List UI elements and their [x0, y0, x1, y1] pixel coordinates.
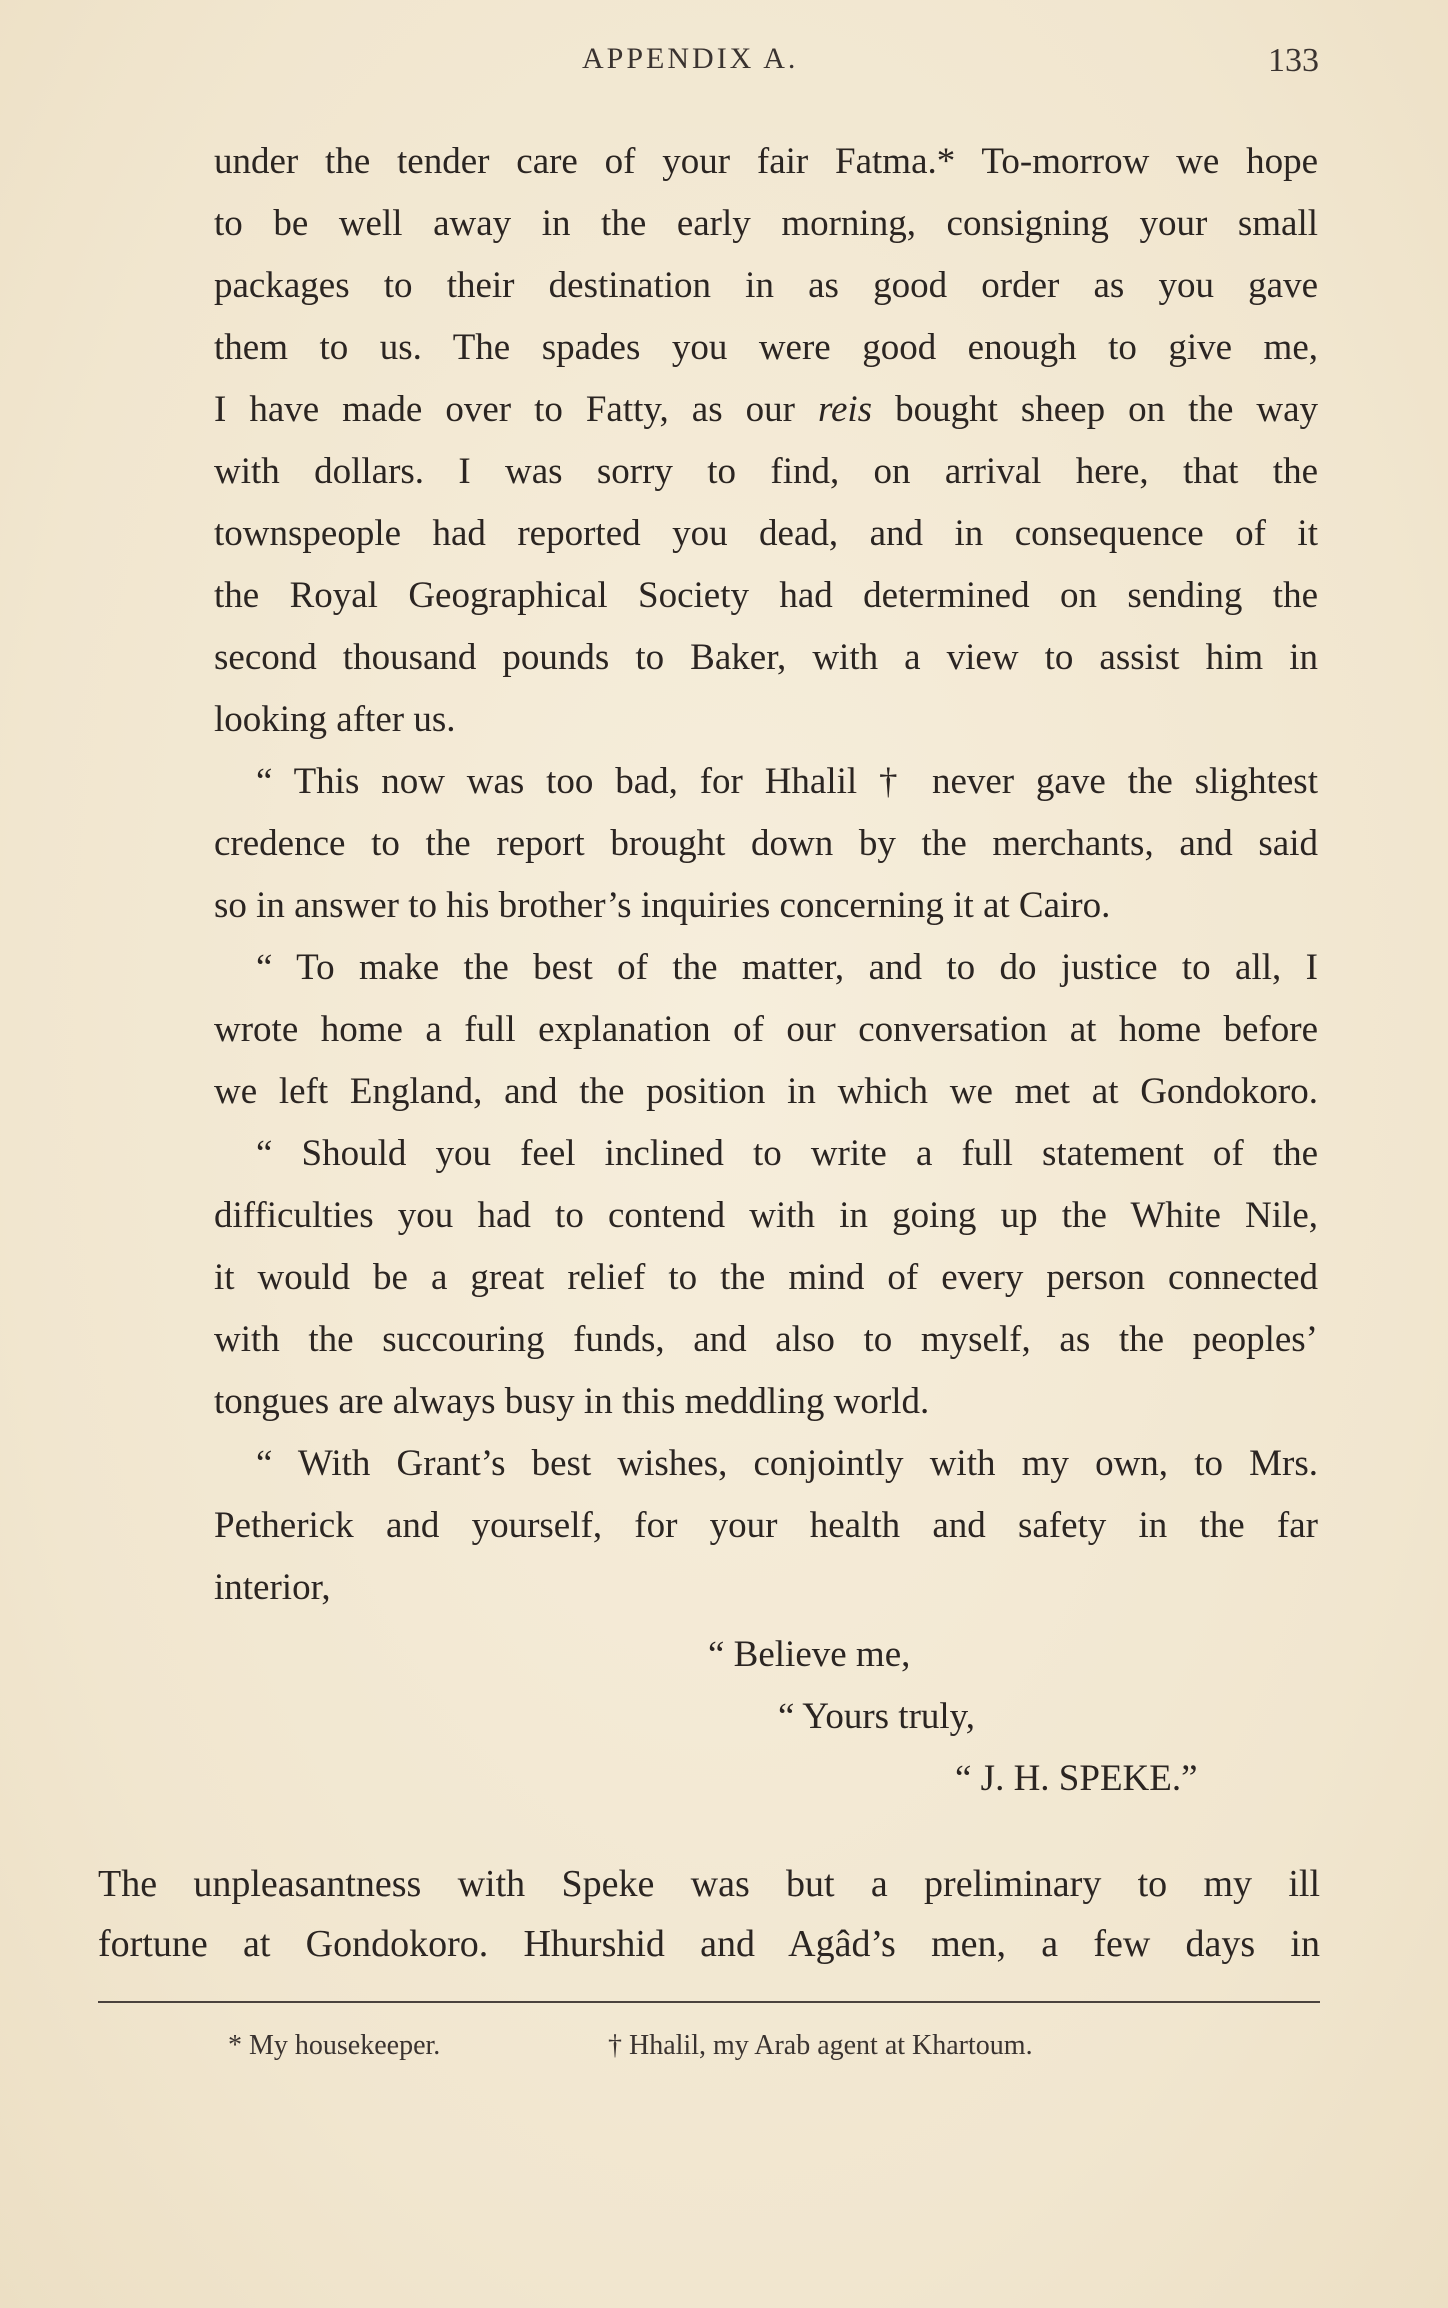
page-header: [0, 42, 1448, 90]
text-line: under the tender care of your fair Fatma.* To-morrow we hope: [214, 141, 1318, 182]
text-segment: I have made over to Fatty, as our: [214, 389, 795, 430]
closing-believe: “ Believe me,: [708, 1634, 911, 1675]
letter-body: [214, 131, 1318, 1619]
page-number: 133: [1268, 42, 1319, 79]
text-line: packages to their destination in as good order as you gave: [214, 265, 1318, 306]
text-line: to be well away in the early morning, consigning your small: [214, 203, 1318, 244]
text-line: Petherick and yourself, for your health and safety in the far: [214, 1505, 1318, 1546]
closing-yours: “ Yours truly,: [778, 1696, 976, 1737]
narrative-text: [98, 1854, 1320, 1974]
running-title: APPENDIX A.: [582, 42, 799, 75]
text-line: tongues are always busy in this meddling world.: [214, 1381, 930, 1422]
text-line: [214, 379, 1318, 441]
text-line: second thousand pounds to Baker, with a view to assist him in: [214, 637, 1318, 678]
text-line: it would be a great relief to the mind of every person connected: [214, 1257, 1318, 1298]
text-line: “ To make the best of the matter, and to do justice to all, I: [256, 947, 1318, 988]
text-line: “ Should you feel inclined to write a full statement of the: [256, 1133, 1318, 1174]
text-line: credence to the report brought down by the merchants, and said: [214, 823, 1318, 864]
footnote-hhalil: † Hhalil, my Arab agent at Khartoum.: [608, 2030, 1033, 2061]
footnote-rule: [98, 2001, 1320, 2003]
text-line: looking after us.: [214, 699, 456, 740]
text-line: fortune at Gondokoro. Hhurshid and Agâd’s men, a few days in: [98, 1923, 1320, 1965]
text-line: with dollars. I was sorry to find, on arrival here, that the: [214, 451, 1318, 492]
italic-word: reis: [817, 389, 873, 430]
text-line: difficulties you had to contend with in going up the White Nile,: [214, 1195, 1318, 1236]
text-line: “ This now was too bad, for Hhalil † never gave the slightest: [256, 761, 1318, 802]
text-line: wrote home a full explanation of our conversation at home before: [214, 1009, 1318, 1050]
text-line: them to us. The spades you were good enough to give me,: [214, 327, 1318, 368]
text-line: so in answer to his brother’s inquiries concerning it at Cairo.: [214, 885, 1111, 926]
text-line: townspeople had reported you dead, and in consequence of it: [214, 513, 1318, 554]
text-line: we left England, and the position in which we met at Gondokoro.: [214, 1071, 1318, 1112]
signature: “ J. H. SPEKE.”: [955, 1758, 1198, 1799]
text-line: The unpleasantness with Speke was but a preliminary to my ill: [98, 1863, 1320, 1905]
footnote-housekeeper: * My housekeeper.: [228, 2030, 441, 2061]
text-line: the Royal Geographical Society had determined on sending the: [214, 575, 1318, 616]
text-segment: bought sheep on the way: [895, 389, 1319, 430]
text-line: “ With Grant’s best wishes, conjointly with my own, to Mrs.: [256, 1443, 1318, 1484]
text-line: with the succouring funds, and also to myself, as the peoples’: [214, 1319, 1318, 1360]
text-line: interior,: [214, 1567, 331, 1608]
